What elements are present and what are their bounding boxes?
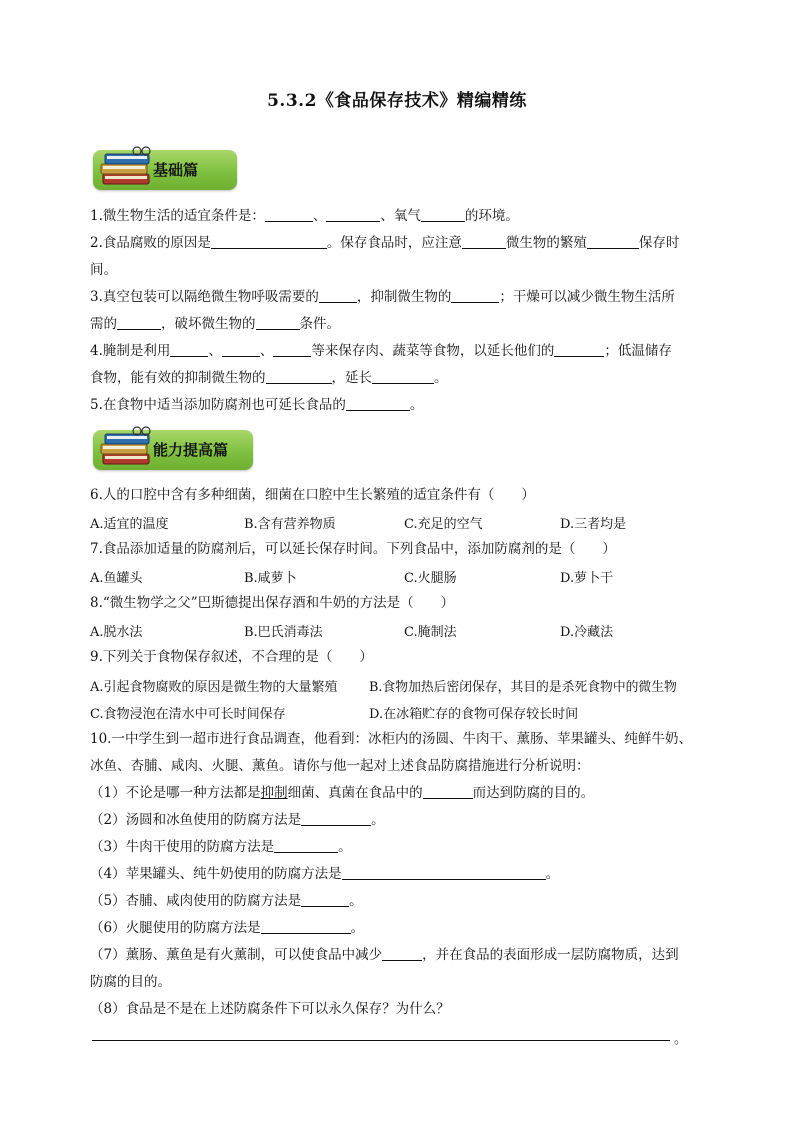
page-title: 5.3.2《食品保存技术》精编精练	[267, 91, 527, 111]
q6-option-b: B.含有营养物质	[244, 517, 336, 532]
question-4: 4.腌制是利用 、 、 等来保存肉、蔬菜等食物，以延长他们的 ；低温储存	[90, 343, 672, 359]
books-icon	[99, 424, 155, 470]
question-3-cont: 需的 ，破坏微生物的 条件。	[90, 316, 340, 332]
q10-sub-4: （4）苹果罐头、纯牛奶使用的防腐方法是 。	[90, 866, 560, 882]
question-2: 2.食品腐败的原因是 。保存食品时，应注意 微生物的繁殖 保存时	[90, 235, 680, 251]
q10-sub-2: （2）汤圆和冰鱼使用的防腐方法是 。	[90, 812, 385, 828]
q10-sub-6: （6）火腿使用的防腐方法是 。	[90, 920, 365, 936]
q6-option-d: D.三者均是	[560, 517, 627, 532]
books-icon	[99, 144, 155, 190]
q9-option-d: D.在冰箱贮存的食物可保存较长时间	[369, 707, 579, 722]
q7-option-b: B.咸萝卜	[244, 571, 297, 586]
q6-option-c: C.充足的空气	[404, 517, 483, 532]
q9-option-b: B.食物加热后密闭保存，其目的是杀死食物中的微生物	[369, 680, 677, 695]
question-6: 6.人的口腔中含有多种细菌，细菌在口腔中生长繁殖的适宜条件有（ ）	[90, 487, 535, 503]
question-5: 5.在食物中适当添加防腐剂也可延长食品的 。	[90, 397, 424, 413]
q8-option-d: D.冷藏法	[560, 625, 614, 640]
question-2-cont: 间。	[90, 262, 117, 278]
q10-sub-5: （5）杏脯、咸肉使用的防腐方法是 。	[90, 893, 363, 909]
q8-option-c: C.腌制法	[404, 625, 457, 640]
section-badge-advanced	[93, 430, 253, 470]
q6-option-a: A.适宜的温度	[90, 517, 169, 532]
q10-sub-3: （3）牛肉干使用的防腐方法是 。	[90, 839, 352, 855]
question-7: 7.食品添加适量的防腐剂后，可以延长保存时间。下列食品中，添加防腐剂的是（ ）	[90, 541, 616, 557]
q9-option-c: C.食物浸泡在清水中可长时间保存	[90, 707, 286, 722]
q7-option-c: C.火腿肠	[404, 571, 457, 586]
q10-sub-8: （8）食品是不是在上述防腐条件下可以永久保存？为什么？	[90, 1001, 450, 1017]
question-1: 1.微生物生活的适宜条件是： 、 、氧气 的环境。	[90, 208, 519, 224]
section-label-advanced: 能力提高篇	[153, 441, 229, 459]
q10-sub-7: （7）薰肠、薰鱼是有火薰制，可以使食品中减少 ，并在食品的表面形成一层防腐物质，达到	[90, 947, 679, 963]
answer-line	[92, 1040, 670, 1041]
q7-option-a: A.鱼罐头	[90, 571, 143, 586]
section-label-basic: 基础篇	[153, 161, 199, 179]
q10-sub-1: （1）不论是哪一种方法都是抑制细菌、真菌在食品中的 而达到防腐的目的。	[90, 785, 595, 801]
question-10: 10.一中学生到一超市进行食品调查，他看到：冰柜内的汤圆、牛肉干、薰肠、苹果罐头、纯鲜牛奶、	[90, 731, 692, 747]
question-10-cont: 冰鱼、杏脯、咸肉、火腿、薰鱼。请你与他一起对上述食品防腐措施进行分析说明：	[90, 758, 590, 774]
question-9: 9.下列关于食物保存叙述，不合理的是（ ）	[90, 649, 373, 665]
question-3: 3.真空包装可以隔绝微生物呼吸需要的 ，抑制微生物的 ；干燥可以减少微生物生活所	[90, 289, 675, 305]
q10-sub-7-cont: 防腐的目的。	[90, 974, 171, 990]
section-badge-basic	[93, 150, 237, 190]
q9-option-a: A.引起食物腐败的原因是微生物的大量繁殖	[90, 680, 338, 695]
q8-option-b: B.巴氏消毒法	[244, 625, 323, 640]
q7-option-d: D.萝卜干	[560, 571, 614, 586]
q8-option-a: A.脱水法	[90, 625, 143, 640]
question-4-cont: 食物，能有效的抑制微生物的 ，延长 。	[90, 370, 448, 386]
answer-line-end: 。	[674, 1032, 688, 1047]
question-8: 8.“微生物学之父”巴斯德提出保存酒和牛奶的方法是（ ）	[90, 595, 455, 611]
